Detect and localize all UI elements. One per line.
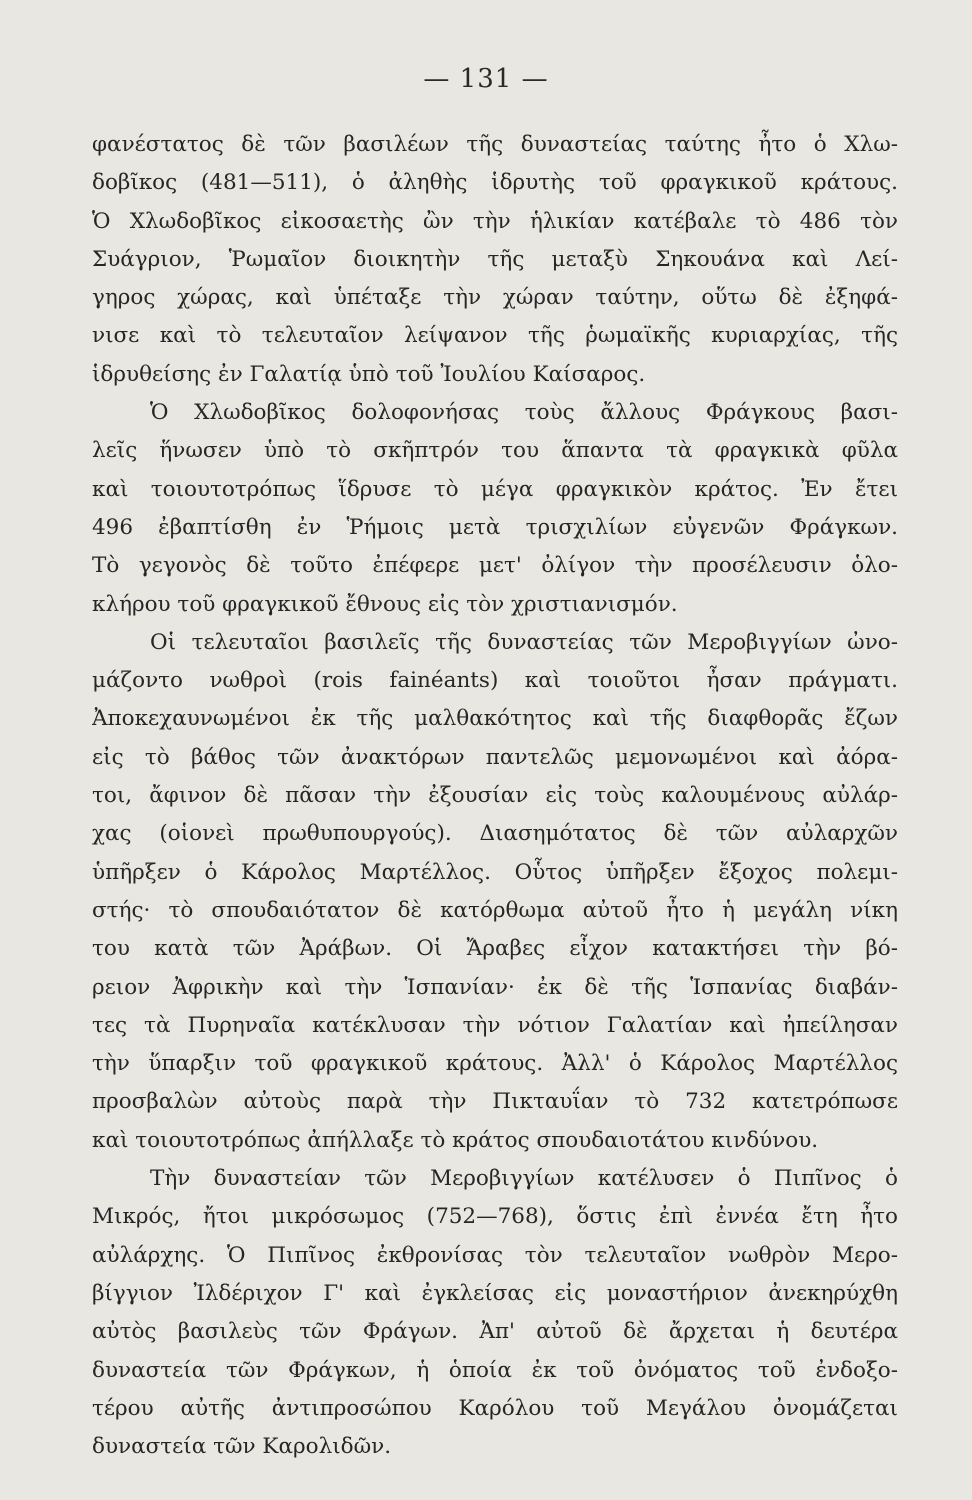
text-line: μάζοντο νωθροὶ (rois fainéants) καὶ τοιοῦτοι ἦσαν πράγματι. — [92, 668, 898, 694]
text-line: ἱδρυθείσης ἐν Γαλατίᾳ ὑπὸ τοῦ Ἰουλίου Καίσαρος. — [92, 361, 646, 387]
text-line: δοβῖκος (481—511), ὁ ἀληθὴς ἱδρυτὴς τοῦ φραγκικοῦ κράτους. — [92, 170, 898, 196]
text-line: νισε καὶ τὸ τελευταῖον λείψανον τῆς ῥωμαϊκῆς κυριαρχίας, τῆς — [92, 323, 898, 349]
text-line: 496 ἐβαπτίσθη ἐν Ῥήμοις μετὰ τρισχιλίων εὐγενῶν Φράγκων. — [92, 514, 898, 540]
text-line: φανέστατος δὲ τῶν βασιλέων τῆς δυναστείας ταύτης ἦτο ὁ Χλω- — [92, 132, 898, 157]
text-line: καὶ τοιουτοτρόπως ἵδρυσε τὸ μέγα φραγκικὸν κράτος. Ἐν ἔτει — [92, 476, 898, 502]
text-line: βίγγιον Ἰλδέριχον Γ' καὶ ἐγκλείσας εἰς μοναστήριον ἀνεκηρύχθη — [92, 1280, 898, 1306]
text-line: αὐτὸς βασιλεὺς τῶν Φράγων. Ἀπ' αὐτοῦ δὲ ἄρχεται ἡ δευτέρα — [92, 1319, 898, 1345]
body-text — [92, 126, 898, 1466]
text-line: κλήρου τοῦ φραγκικοῦ ἔθνους εἰς τὸν χριστιανισμόν. — [92, 591, 678, 617]
text-line: τέρου αὐτῆς ἀντιπροσώπου Καρόλου τοῦ Μεγάλου ὀνομάζεται — [92, 1395, 898, 1421]
text-line: Οἱ τελευταῖοι βασιλεῖς τῆς δυναστείας τῶν Μεροβιγγίων ὠνο- — [150, 629, 898, 655]
text-line: του κατὰ τῶν Ἀράβων. Οἱ Ἄραβες εἶχον κατακτήσει τὴν βό- — [92, 936, 898, 962]
text-line: χας (οἱονεὶ πρωθυπουργούς). Διασημότατος δὲ τῶν αὐλαρχῶν — [92, 821, 898, 847]
text-line: τες τὰ Πυρηναῖα κατέκλυσαν τὴν νότιον Γαλατίαν καὶ ἠπείλησαν — [92, 1012, 898, 1038]
text-line: καὶ τοιουτοτρόπως ἀπήλλαξε τὸ κράτος σπουδαιοτάτου κινδύνου. — [92, 1127, 819, 1153]
text-line: Τὸ γεγονὸς δὲ τοῦτο ἐπέφερε μετ' ὀλίγον τὴν προσέλευσιν ὁλο- — [92, 553, 898, 579]
text-line: Συάγριον, Ῥωμαῖον διοικητὴν τῆς μεταξὺ Σηκουάνα καὶ Λεί- — [92, 246, 898, 272]
text-line: δυναστεία τῶν Φράγκων, ἡ ὁποία ἐκ τοῦ ὀνόματος τοῦ ἐνδοξο- — [92, 1357, 898, 1383]
text-line: Τὴν δυναστείαν τῶν Μεροβιγγίων κατέλυσεν ὁ Πιπῖνος ὁ — [150, 1166, 898, 1192]
text-line: Ἀποκεχαυνωμένοι ἐκ τῆς μαλθακότητος καὶ τῆς διαφθορᾶς ἔζων — [92, 706, 898, 732]
text-line: γηρος χώρας, καὶ ὑπέταξε τὴν χώραν ταύτην, οὕτω δὲ ἐξηφά- — [92, 285, 898, 311]
text-line: τοι, ἄφινον δὲ πᾶσαν τὴν ἐξουσίαν εἰς τοὺς καλουμένους αὐλάρ- — [92, 783, 898, 809]
text-line: προσβαλὼν αὐτοὺς παρὰ τὴν Πικταυΐαν τὸ 732 κατετρόπωσε — [92, 1089, 898, 1115]
text-line: δυναστεία τῶν Καρολιδῶν. — [92, 1434, 392, 1460]
text-line: αὐλάρχης. Ὁ Πιπῖνος ἐκθρονίσας τὸν τελευταῖον νωθρὸν Μερο- — [92, 1242, 898, 1268]
text-line: λεῖς ἥνωσεν ὑπὸ τὸ σκῆπτρόν του ἅπαντα τὰ φραγκικὰ φῦλα — [92, 438, 898, 464]
page-number: — 131 — — [423, 64, 549, 94]
text-line: εἰς τὸ βάθος τῶν ἀνακτόρων παντελῶς μεμονωμένοι καὶ ἀόρα- — [92, 744, 898, 770]
text-line: ρειον Ἀφρικὴν καὶ τὴν Ἱσπανίαν· ἐκ δὲ τῆς Ἱσπανίας διαβάν- — [92, 974, 898, 1000]
text-line: Μικρός, ἤτοι μικρόσωμος (752—768), ὅστις ἐπὶ ἐννέα ἔτη ἦτο — [92, 1204, 898, 1230]
text-line: ὑπῆρξεν ὁ Κάρολος Μαρτέλλος. Οὗτος ὑπῆρξεν ἔξοχος πολεμι- — [92, 859, 898, 885]
text-line: Ὁ Χλωδοβῖκος δολοφονήσας τοὺς ἄλλους Φράγκους βασι- — [150, 400, 898, 426]
text-line: Ὁ Χλωδοβῖκος εἰκοσαετὴς ὢν τὴν ἡλικίαν κατέβαλε τὸ 486 τὸν — [92, 208, 898, 234]
text-line: τὴν ὕπαρξιν τοῦ φραγκικοῦ κράτους. Ἀλλ' ὁ Κάρολος Μαρτέλλος — [92, 1051, 898, 1077]
text-line: στής· τὸ σπουδαιότατον δὲ κατόρθωμα αὐτοῦ ἦτο ἡ μεγάλη νίκη — [92, 897, 898, 923]
